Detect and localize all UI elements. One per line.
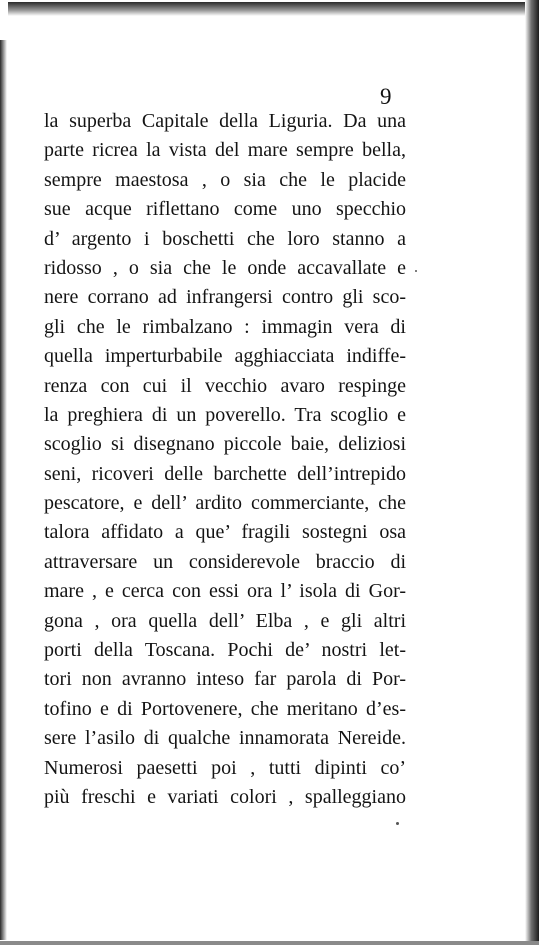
text-line: nere corrano ad infrangersi contro gli sco- <box>44 286 406 309</box>
text-line: scoglio si disegnano piccole baie, deliziosi <box>44 433 406 456</box>
text-line: talora affidato a que’ fragili sostegni osa <box>44 521 406 544</box>
text-line: più freschi e variati colori , spalleggiano <box>44 785 406 808</box>
page-number: 9 <box>380 84 392 109</box>
top-binding-shadow <box>8 2 526 16</box>
text-line: la preghiera di un poverello. Tra scoglio e <box>44 403 406 426</box>
text-line: sere l’asilo di qualche innamorata Nereide. <box>44 727 406 750</box>
text-line: renza con cui il vecchio avaro respinge <box>44 374 406 397</box>
text-line: sempre maestosa , o sia che le placide <box>44 168 406 191</box>
text-line: la superba Capitale della Liguria. Da una <box>44 110 406 132</box>
text-line: attraversare un considerevole braccio di <box>44 550 406 573</box>
text-line: mare , e cerca con essi ora l’ isola di Gor- <box>44 580 406 603</box>
text-line: Numerosi paesetti poi , tutti dipinti co’ <box>44 756 406 779</box>
text-line: tori non avranno inteso far parola di Por- <box>44 668 406 691</box>
text-line: porti della Toscana. Pochi de’ nostri let- <box>44 639 406 662</box>
left-edge-shadow <box>0 40 7 940</box>
text-line: pescatore, e dell’ ardito commerciante, che <box>44 492 406 515</box>
text-line: d’ argento i boschetti che loro stanno a <box>44 227 406 250</box>
text-line: gona , ora quella dell’ Elba , e gli altri <box>44 609 406 632</box>
text-line: parte ricrea la vista del mare sempre bella, <box>44 139 406 162</box>
bottom-edge <box>0 941 539 945</box>
text-line: ridosso , o sia che le onde accavallate e <box>44 256 406 279</box>
paper-speck <box>415 270 417 272</box>
text-line: tofino e di Portovenere, che meritano d’es- <box>44 697 406 720</box>
text-line: sue acque riflettano come uno specchio <box>44 198 406 221</box>
text-line: gli che le rimbalzano : immagin vera di <box>44 315 406 338</box>
body-text <box>44 107 406 812</box>
text-line: quella imperturbabile agghiacciata indiffe- <box>44 345 406 368</box>
paper-speck <box>396 822 399 825</box>
right-gutter-shadow <box>525 0 539 945</box>
text-line: seni, ricoveri delle barchette dell’intrepido <box>44 462 406 485</box>
